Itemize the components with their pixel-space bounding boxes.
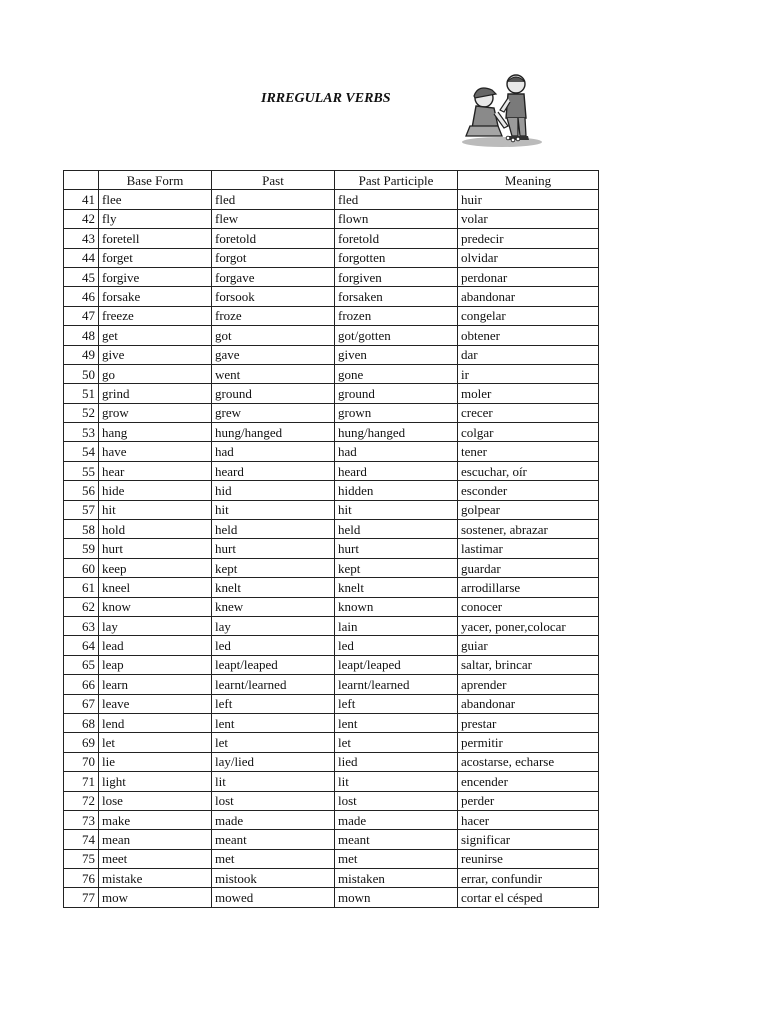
meaning-cell: aprender — [458, 675, 599, 694]
header-base-form: Base Form — [99, 171, 212, 190]
row-number: 47 — [64, 306, 99, 325]
row-number: 49 — [64, 345, 99, 364]
past-cell: forgot — [212, 248, 335, 267]
past-participle-cell: mown — [335, 888, 458, 907]
meaning-cell: hacer — [458, 810, 599, 829]
past-participle-cell: given — [335, 345, 458, 364]
base-form-cell: hold — [99, 520, 212, 539]
past-cell: meant — [212, 830, 335, 849]
table-row — [64, 306, 599, 325]
past-participle-cell: lost — [335, 791, 458, 810]
past-cell: heard — [212, 461, 335, 480]
past-cell: learnt/learned — [212, 675, 335, 694]
table-row — [64, 772, 599, 791]
header-past: Past — [212, 171, 335, 190]
row-number: 46 — [64, 287, 99, 306]
base-form-cell: hear — [99, 461, 212, 480]
base-form-cell: lie — [99, 752, 212, 771]
table-row — [64, 752, 599, 771]
table-row — [64, 616, 599, 635]
base-form-cell: grow — [99, 403, 212, 422]
past-participle-cell: lied — [335, 752, 458, 771]
base-form-cell: grind — [99, 384, 212, 403]
header-past-participle: Past Participle — [335, 171, 458, 190]
table-row — [64, 791, 599, 810]
row-number: 55 — [64, 461, 99, 480]
past-participle-cell: kept — [335, 558, 458, 577]
past-participle-cell: known — [335, 597, 458, 616]
base-form-cell: lend — [99, 713, 212, 732]
row-number: 44 — [64, 248, 99, 267]
past-participle-cell: frozen — [335, 306, 458, 325]
meaning-cell: reunirse — [458, 849, 599, 868]
table-row — [64, 713, 599, 732]
past-participle-cell: hung/hanged — [335, 423, 458, 442]
meaning-cell: arrodillarse — [458, 578, 599, 597]
past-cell: went — [212, 364, 335, 383]
base-form-cell: light — [99, 772, 212, 791]
row-number: 66 — [64, 675, 99, 694]
table-row — [64, 888, 599, 907]
base-form-cell: forget — [99, 248, 212, 267]
meaning-cell: yacer, poner,colocar — [458, 616, 599, 635]
meaning-cell: moler — [458, 384, 599, 403]
row-number: 42 — [64, 209, 99, 228]
meaning-cell: olvidar — [458, 248, 599, 267]
table-row — [64, 442, 599, 461]
meaning-cell: predecir — [458, 229, 599, 248]
base-form-cell: mean — [99, 830, 212, 849]
table-row — [64, 190, 599, 209]
row-number: 50 — [64, 364, 99, 383]
header-meaning: Meaning — [458, 171, 599, 190]
table-row — [64, 636, 599, 655]
row-number: 65 — [64, 655, 99, 674]
past-participle-cell: held — [335, 520, 458, 539]
row-number: 43 — [64, 229, 99, 248]
base-form-cell: kneel — [99, 578, 212, 597]
base-form-cell: lay — [99, 616, 212, 635]
children-playing-marbles-icon — [458, 70, 548, 150]
row-number: 59 — [64, 539, 99, 558]
base-form-cell: hit — [99, 500, 212, 519]
row-number: 56 — [64, 481, 99, 500]
past-cell: forgave — [212, 267, 335, 286]
row-number: 63 — [64, 616, 99, 635]
base-form-cell: lead — [99, 636, 212, 655]
base-form-cell: mow — [99, 888, 212, 907]
meaning-cell: colgar — [458, 423, 599, 442]
past-participle-cell: hidden — [335, 481, 458, 500]
meaning-cell: tener — [458, 442, 599, 461]
base-form-cell: keep — [99, 558, 212, 577]
meaning-cell: significar — [458, 830, 599, 849]
meaning-cell: esconder — [458, 481, 599, 500]
meaning-cell: saltar, brincar — [458, 655, 599, 674]
table-row — [64, 830, 599, 849]
past-participle-cell: foretold — [335, 229, 458, 248]
row-number: 48 — [64, 326, 99, 345]
meaning-cell: encender — [458, 772, 599, 791]
base-form-cell: mistake — [99, 869, 212, 888]
row-number: 61 — [64, 578, 99, 597]
past-participle-cell: forsaken — [335, 287, 458, 306]
base-form-cell: hurt — [99, 539, 212, 558]
base-form-cell: forgive — [99, 267, 212, 286]
past-cell: hid — [212, 481, 335, 500]
table-header-row — [64, 171, 599, 190]
meaning-cell: guiar — [458, 636, 599, 655]
past-cell: lay — [212, 616, 335, 635]
past-cell: knew — [212, 597, 335, 616]
past-cell: led — [212, 636, 335, 655]
past-participle-cell: heard — [335, 461, 458, 480]
meaning-cell: huir — [458, 190, 599, 209]
past-cell: grew — [212, 403, 335, 422]
table-row — [64, 869, 599, 888]
past-cell: made — [212, 810, 335, 829]
past-cell: had — [212, 442, 335, 461]
table-row — [64, 675, 599, 694]
past-participle-cell: had — [335, 442, 458, 461]
past-participle-cell: flown — [335, 209, 458, 228]
table-row — [64, 229, 599, 248]
past-participle-cell: fled — [335, 190, 458, 209]
table-row — [64, 520, 599, 539]
table-row — [64, 403, 599, 422]
table-row — [64, 326, 599, 345]
meaning-cell: perder — [458, 791, 599, 810]
past-cell: foretold — [212, 229, 335, 248]
base-form-cell: let — [99, 733, 212, 752]
meaning-cell: ir — [458, 364, 599, 383]
irregular-verbs-table — [63, 170, 599, 908]
table-row — [64, 423, 599, 442]
past-cell: lent — [212, 713, 335, 732]
meaning-cell: congelar — [458, 306, 599, 325]
table-row — [64, 461, 599, 480]
past-participle-cell: grown — [335, 403, 458, 422]
past-participle-cell: hit — [335, 500, 458, 519]
meaning-cell: lastimar — [458, 539, 599, 558]
meaning-cell: acostarse, echarse — [458, 752, 599, 771]
base-form-cell: lose — [99, 791, 212, 810]
row-number: 57 — [64, 500, 99, 519]
base-form-cell: know — [99, 597, 212, 616]
table-row — [64, 578, 599, 597]
row-number: 67 — [64, 694, 99, 713]
past-cell: lit — [212, 772, 335, 791]
table-row — [64, 655, 599, 674]
row-number: 53 — [64, 423, 99, 442]
past-participle-cell: led — [335, 636, 458, 655]
past-cell: held — [212, 520, 335, 539]
past-cell: gave — [212, 345, 335, 364]
base-form-cell: go — [99, 364, 212, 383]
past-cell: hurt — [212, 539, 335, 558]
table-row — [64, 481, 599, 500]
table-row — [64, 287, 599, 306]
past-participle-cell: met — [335, 849, 458, 868]
table-row — [64, 384, 599, 403]
past-cell: leapt/leaped — [212, 655, 335, 674]
past-cell: lay/lied — [212, 752, 335, 771]
base-form-cell: forsake — [99, 287, 212, 306]
meaning-cell: sostener, abrazar — [458, 520, 599, 539]
meaning-cell: crecer — [458, 403, 599, 422]
row-number: 77 — [64, 888, 99, 907]
base-form-cell: hang — [99, 423, 212, 442]
past-participle-cell: lit — [335, 772, 458, 791]
past-participle-cell: mistaken — [335, 869, 458, 888]
table-row — [64, 209, 599, 228]
past-participle-cell: leapt/leaped — [335, 655, 458, 674]
past-participle-cell: hurt — [335, 539, 458, 558]
meaning-cell: guardar — [458, 558, 599, 577]
page-title: IRREGULAR VERBS — [261, 91, 391, 106]
base-form-cell: have — [99, 442, 212, 461]
meaning-cell: dar — [458, 345, 599, 364]
row-number: 73 — [64, 810, 99, 829]
past-cell: left — [212, 694, 335, 713]
row-number: 58 — [64, 520, 99, 539]
meaning-cell: perdonar — [458, 267, 599, 286]
meaning-cell: obtener — [458, 326, 599, 345]
base-form-cell: get — [99, 326, 212, 345]
row-number: 62 — [64, 597, 99, 616]
base-form-cell: foretell — [99, 229, 212, 248]
base-form-cell: hide — [99, 481, 212, 500]
past-participle-cell: learnt/learned — [335, 675, 458, 694]
past-participle-cell: got/gotten — [335, 326, 458, 345]
row-number: 51 — [64, 384, 99, 403]
row-number: 68 — [64, 713, 99, 732]
past-participle-cell: lain — [335, 616, 458, 635]
base-form-cell: fly — [99, 209, 212, 228]
base-form-cell: give — [99, 345, 212, 364]
base-form-cell: flee — [99, 190, 212, 209]
past-participle-cell: let — [335, 733, 458, 752]
header-number — [64, 171, 99, 190]
past-participle-cell: lent — [335, 713, 458, 732]
meaning-cell: golpear — [458, 500, 599, 519]
past-cell: hung/hanged — [212, 423, 335, 442]
row-number: 41 — [64, 190, 99, 209]
row-number: 71 — [64, 772, 99, 791]
past-participle-cell: forgotten — [335, 248, 458, 267]
table-row — [64, 694, 599, 713]
past-cell: got — [212, 326, 335, 345]
table-row — [64, 810, 599, 829]
table-row — [64, 364, 599, 383]
past-cell: knelt — [212, 578, 335, 597]
past-cell: met — [212, 849, 335, 868]
row-number: 54 — [64, 442, 99, 461]
row-number: 69 — [64, 733, 99, 752]
table-row — [64, 733, 599, 752]
row-number: 70 — [64, 752, 99, 771]
meaning-cell: errar, confundir — [458, 869, 599, 888]
row-number: 45 — [64, 267, 99, 286]
past-cell: ground — [212, 384, 335, 403]
table-row — [64, 345, 599, 364]
base-form-cell: freeze — [99, 306, 212, 325]
row-number: 72 — [64, 791, 99, 810]
past-cell: kept — [212, 558, 335, 577]
row-number: 75 — [64, 849, 99, 868]
table-row — [64, 849, 599, 868]
base-form-cell: make — [99, 810, 212, 829]
table-row — [64, 539, 599, 558]
base-form-cell: learn — [99, 675, 212, 694]
table-row — [64, 248, 599, 267]
meaning-cell: abandonar — [458, 287, 599, 306]
past-participle-cell: made — [335, 810, 458, 829]
past-participle-cell: knelt — [335, 578, 458, 597]
past-cell: let — [212, 733, 335, 752]
meaning-cell: conocer — [458, 597, 599, 616]
past-cell: lost — [212, 791, 335, 810]
meaning-cell: abandonar — [458, 694, 599, 713]
meaning-cell: permitir — [458, 733, 599, 752]
past-cell: hit — [212, 500, 335, 519]
past-cell: froze — [212, 306, 335, 325]
table-row — [64, 500, 599, 519]
row-number: 60 — [64, 558, 99, 577]
row-number: 52 — [64, 403, 99, 422]
past-participle-cell: gone — [335, 364, 458, 383]
table-row — [64, 558, 599, 577]
row-number: 74 — [64, 830, 99, 849]
meaning-cell: cortar el césped — [458, 888, 599, 907]
table-row — [64, 597, 599, 616]
base-form-cell: leap — [99, 655, 212, 674]
past-participle-cell: ground — [335, 384, 458, 403]
base-form-cell: leave — [99, 694, 212, 713]
past-cell: mowed — [212, 888, 335, 907]
past-participle-cell: left — [335, 694, 458, 713]
meaning-cell: prestar — [458, 713, 599, 732]
past-participle-cell: forgiven — [335, 267, 458, 286]
meaning-cell: volar — [458, 209, 599, 228]
past-cell: fled — [212, 190, 335, 209]
past-participle-cell: meant — [335, 830, 458, 849]
meaning-cell: escuchar, oír — [458, 461, 599, 480]
past-cell: forsook — [212, 287, 335, 306]
base-form-cell: meet — [99, 849, 212, 868]
past-cell: mistook — [212, 869, 335, 888]
table-row — [64, 267, 599, 286]
row-number: 64 — [64, 636, 99, 655]
row-number: 76 — [64, 869, 99, 888]
past-cell: flew — [212, 209, 335, 228]
